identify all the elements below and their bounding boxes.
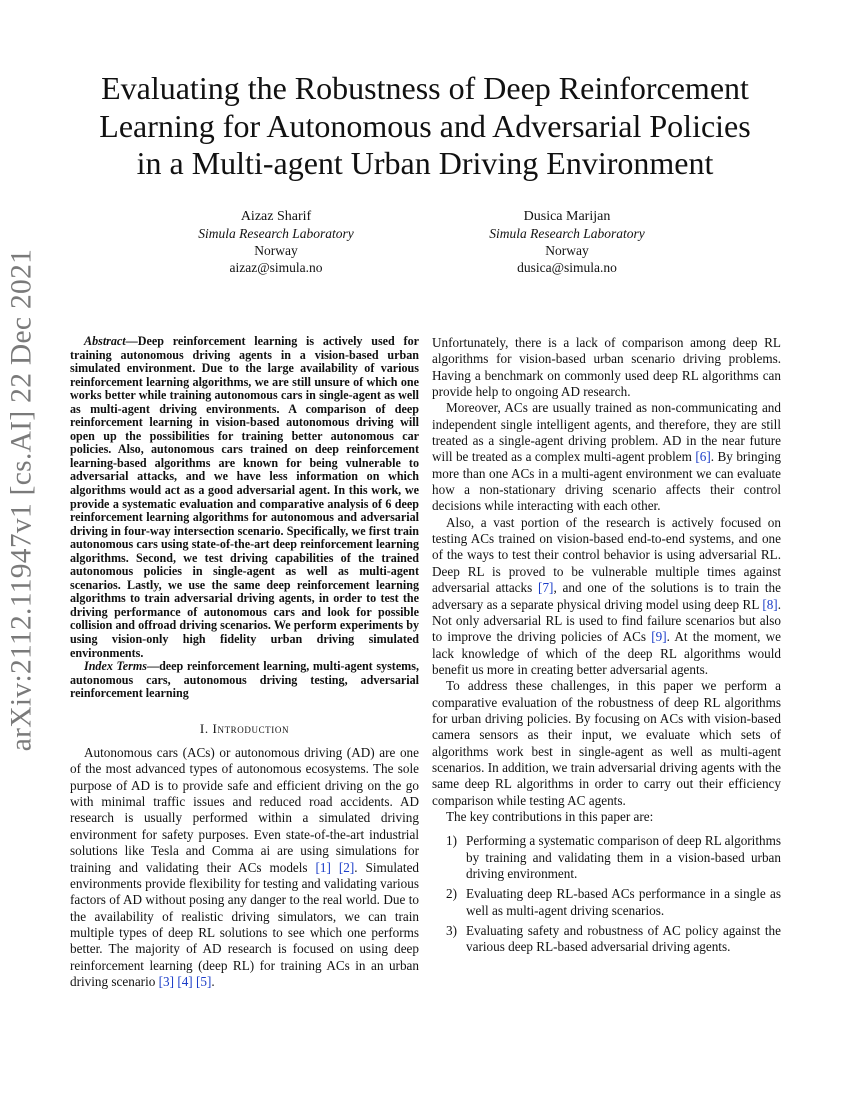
body-paragraph: The key contributions in this paper are: xyxy=(446,808,654,824)
citation-link[interactable]: [4] xyxy=(177,973,193,989)
citation-link[interactable]: [6] xyxy=(695,449,711,465)
index-terms-text: —deep reinforcement learning, multi-agent systems, autonomous cars, autonomous driving testing, adversarial reinforcement learning xyxy=(70,659,419,701)
list-number: 1) xyxy=(446,833,457,849)
author-block-2 xyxy=(437,208,697,276)
citation-link[interactable]: [3] xyxy=(158,973,175,989)
intro-paragraph xyxy=(70,745,419,990)
list-item xyxy=(432,923,781,956)
author-country: Norway xyxy=(254,243,298,258)
text-run xyxy=(331,860,339,875)
citation-link[interactable]: [8] xyxy=(762,596,778,612)
section-title: Introduction xyxy=(212,720,290,736)
author-country: Norway xyxy=(545,243,589,258)
text-run: , and one of the solutions is to train the adversary as a separate physical driving model using deep RL xyxy=(432,580,781,612)
author-name: Aizaz Sharif xyxy=(240,209,312,224)
text-run: . xyxy=(211,973,215,989)
title-line: in a Multi-agent Urban Driving Environment xyxy=(136,145,714,181)
section-heading xyxy=(70,721,419,737)
left-column xyxy=(70,335,419,990)
text-run: . At the moment, we lack knowledge of which of the deep RL algorithms would benefit us more in creating better adversarial agents. xyxy=(432,629,782,677)
text-run: Moreover, ACs are usually trained as non-communicating and independent single intelligent agents, and therefore, they are still treated as a single-agent driving problem. AD in the near future will be treated as a complex multi-agent problem xyxy=(432,400,781,465)
author-block-1 xyxy=(146,208,406,276)
body-paragraph xyxy=(432,400,781,514)
paper-title xyxy=(60,70,790,183)
list-text: Evaluating deep RL-based ACs performance in a single as well as multi-agent driving scenarios. xyxy=(466,886,781,918)
list-text: Evaluating safety and robustness of AC policy against the various deep RL-based adversarial driving agents. xyxy=(466,923,781,955)
list-number: 3) xyxy=(446,923,457,939)
text-run: . Not only adversarial RL is used to find failure scenarios but also to improve the driving policies of ACs xyxy=(432,596,781,645)
text-run: . By bringing more than one ACs in a multi-agent environment we can evaluate how a non-stationary driving scenario affects their control decisions while interacting with each other. xyxy=(432,449,782,514)
body-paragraph: To address these challenges, in this paper we perform a comparative evaluation of the robustness of deep RL algorithms for urban driving policies. By focusing on ACs with vision-based camera sensors as their input, we evaluate which sets of algorithms work best in single-agent as well as multi-agent scenarios. In addition, we train adversarial driving agents with the same deep RL algorithms in order to carry out their efficiency comparison while testing AC agents. xyxy=(432,678,781,808)
index-terms xyxy=(70,660,419,701)
list-text: Performing a systematic comparison of deep RL algorithms by training and validating them in a vision-based urban driving environment. xyxy=(466,833,781,881)
abstract-label: Abstract xyxy=(84,334,126,348)
list-item xyxy=(432,886,781,919)
citation-link[interactable]: [1] xyxy=(315,859,331,875)
text-run: . Simulated environments provide flexibility for testing and validating various factors of AD without posing any danger to the real world. Due to the availability of realistic driving simulators, we can train multiple types of deep RL solutions to see which one performs better. The majority of AD research is focused on using deep reinforcement learning (deep RL) for training ACs in an urban driving scenario xyxy=(70,859,420,989)
index-terms-label: Index Terms xyxy=(84,659,147,674)
citation-link[interactable]: [9] xyxy=(651,629,667,645)
body-paragraph: Unfortunately, there is a lack of comparison among deep RL algorithms for vision-based urban scenario driving problems. Having a benchmark on commonly used deep RL algorithms can provide help to ongoing AD research. xyxy=(432,335,781,400)
text-run: Autonomous cars (ACs) or autonomous driving (AD) are one of the most advanced types of autonomous ecosystems. The sole purpose of AD is to provide safe and efficient driving on the go with minimal traffic issues and reduced road accidents. AD research is usually performed within a simulated driving environment for safety purposes. Even state-of-the-art industrial solutions like Tesla and Comma ai are using simulations for training and validating their ACs models xyxy=(70,745,419,875)
author-name: Dusica Marijan xyxy=(523,209,611,224)
author-email: dusica@simula.no xyxy=(517,260,617,275)
arxiv-identifier xyxy=(2,248,42,752)
author-affiliation: Simula Research Laboratory xyxy=(489,226,645,241)
contributions-list xyxy=(432,833,781,955)
abstract-text: —Deep reinforcement learning is actively used for training autonomous driving agents in a vision-based urban simulated environment. Due to the large availability of various reinforcement learning algorithms, we are still unsure of which one works better while training autonomous cars in single-agent as well as multi-agent driving environments. A comparison of deep reinforcement learning in vision-based autonomous driving will open up the possibilities for training better autonomous car policies. Also, autonomous cars trained on deep reinforcement learning-based algorithms are known for being vulnerable to adversarial attacks, and we have less information on which algorithms would act as a good adversarial agent. In this work, we provide a systematic evaluation and comparative analysis of 6 deep reinforcement learning algorithms for autonomous and adversarial driving in four-way intersection scenario. Specifically, we first train autonomous cars using state-of-the-art deep reinforcement learning algorithms. Second, we test driving capabilities of the trained autonomous policies in single-agent as well as multi-agent scenarios. Lastly, we use the same deep reinforcement learning algorithms to train adversarial driving agents, in order to test the driving performance of autonomous cars and look for possible collision and offroad driving scenarios. We perform experiments by using vision-only high fidelity urban driving simulated environments. xyxy=(70,334,419,660)
body-paragraph xyxy=(432,515,781,678)
list-item xyxy=(432,833,781,882)
arxiv-identifier-text: arXiv:2112.11947v1 [cs.AI] 22 Dec 2021 xyxy=(5,248,38,752)
author-email: aizaz@simula.no xyxy=(229,260,323,275)
citation-link[interactable]: [5] xyxy=(196,973,212,989)
text-run: Also, a vast portion of the research is actively focused on testing ACs trained on vision-based end-to-end systems, and one of the ways to test their control behavior is using adversarial RL. Deep RL is proved to be vulnerable multiple times against adversarial attacks xyxy=(432,514,781,596)
section-numeral: I. xyxy=(199,720,209,736)
citation-link[interactable]: [2] xyxy=(338,859,355,875)
citation-link[interactable]: [7] xyxy=(538,580,554,596)
right-column xyxy=(432,335,781,960)
list-number: 2) xyxy=(446,886,457,902)
abstract xyxy=(70,335,419,660)
title-line: Evaluating the Robustness of Deep Reinforcement xyxy=(101,70,749,106)
author-affiliation: Simula Research Laboratory xyxy=(198,226,354,241)
title-line: Learning for Autonomous and Adversarial Policies xyxy=(99,107,751,144)
